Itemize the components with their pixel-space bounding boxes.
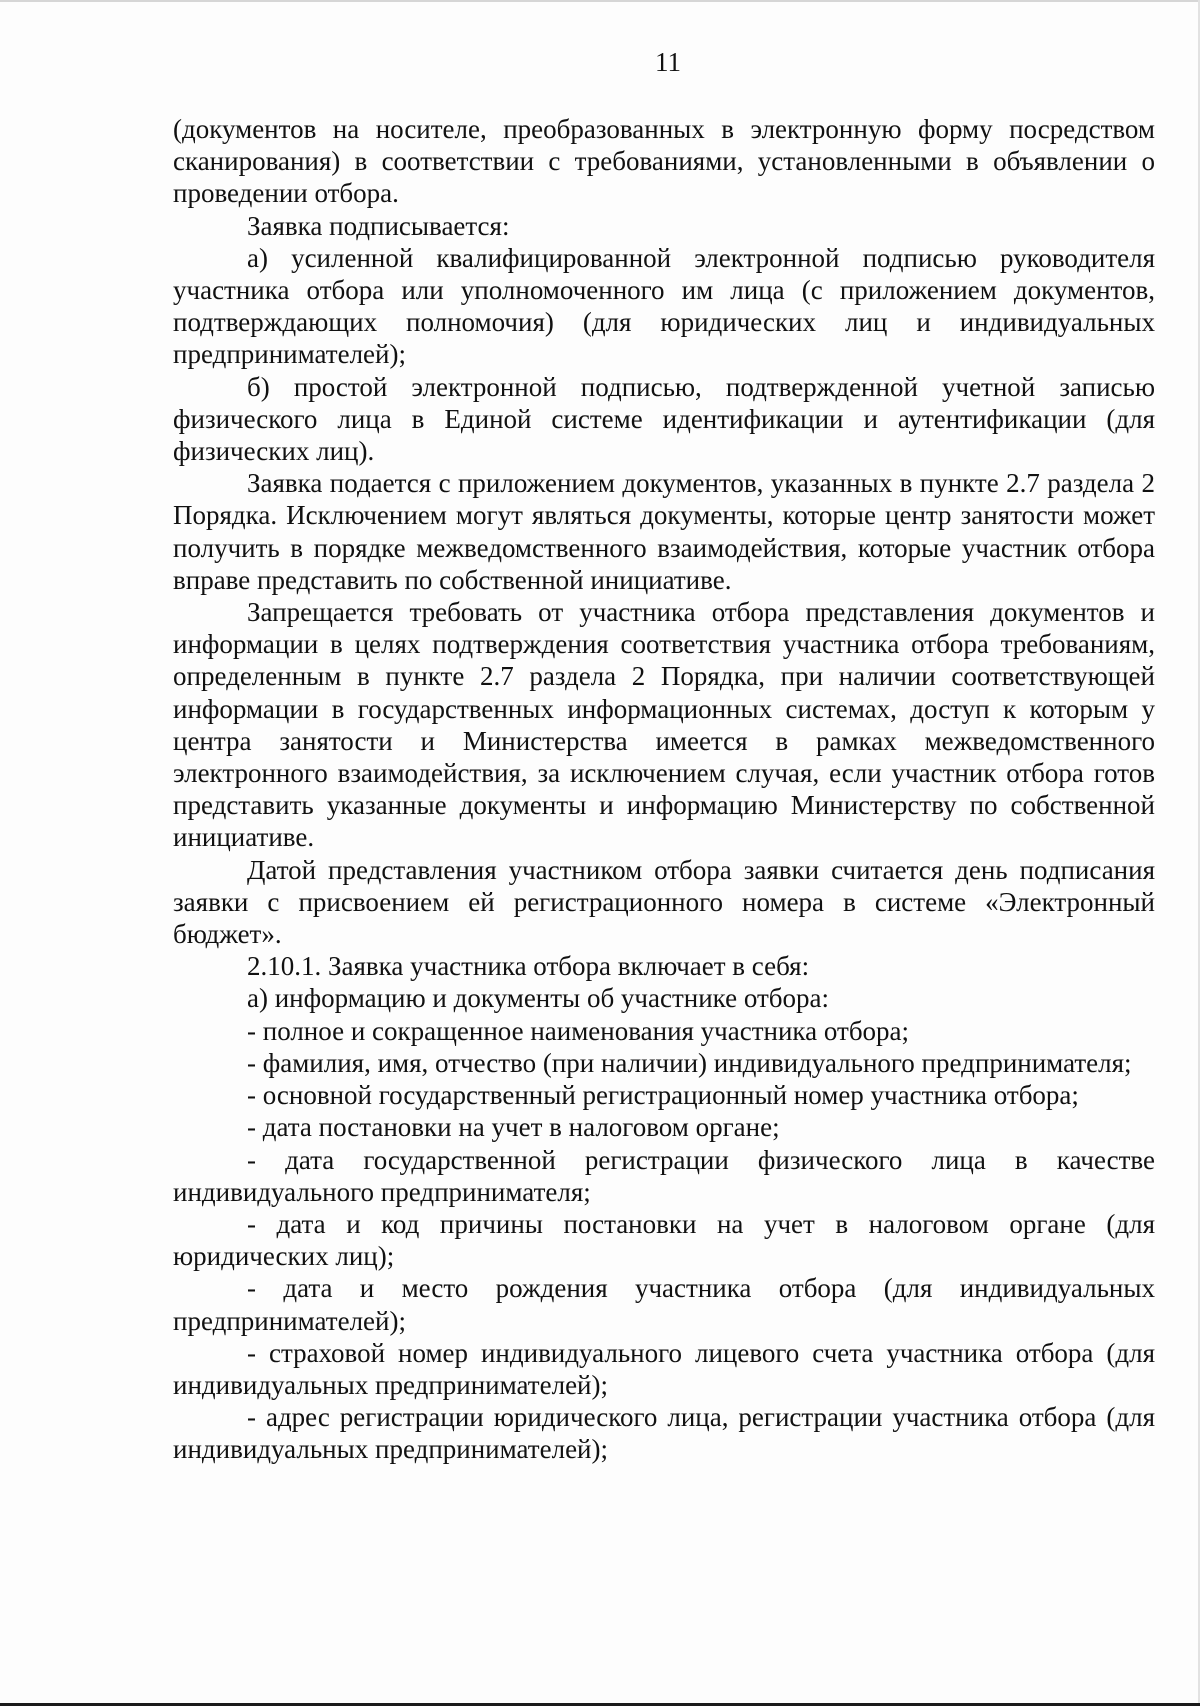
page-number: 11 <box>655 47 681 77</box>
paragraph-continuation: (документов на носителе, преобразованных в электронную форму посредством сканирования) в соответствии с требованиями, установленными в объявлении о проведении отбора. <box>173 114 1155 209</box>
list-item-state-registration-date: - дата государственной регистрации физического лица в качестве индивидуального предпринимателя; <box>173 1144 1155 1207</box>
paragraph-prohibition: Запрещается требовать от участника отбора представления документов и информации в целях подтверждения соответствия участника отбора требованиям, определенным в пункте 2.7 раздела 2 Порядка, при наличии соответствующей информации в государственных информационных системах, доступ к которым у центра занятости и Министерства имеется в рамках межведомственного электронного взаимодействия, за исключением случая, если участник отбора готов представить указанные документы и информацию Министерству по собственной инициативе. <box>173 597 1155 853</box>
paragraph-submission-date: Датой представления участником отбора заявки считается день подписания заявки с присвоением ей регистрационного номера в системе «Электронный бюджет». <box>173 854 1155 950</box>
list-item-fullname: - фамилия, имя, отчество (при наличии) индивидуального предпринимателя; <box>247 1047 1132 1078</box>
list-item-names: - полное и сокращенное наименования участника отбора; <box>247 1015 910 1046</box>
scan-edge-top <box>0 0 1200 2</box>
paragraph-signing-b: б) простой электронной подписью, подтвержденной учетной записью физического лица в Единой системе идентификации и аутентификации (для физических лиц). <box>173 371 1155 467</box>
paragraph-signing-a: а) усиленной квалифицированной электронной подписью руководителя участника отбора или уполномоченного им лица (с приложением документов, подтверждающих полномочия) (для юридических лиц и индивидуальных предпринимателей); <box>173 242 1155 370</box>
paragraph-clause-2-10-1: 2.10.1. Заявка участника отбора включает в себя: <box>247 951 810 982</box>
list-item-tax-registration-date: - дата постановки на учет в налоговом органе; <box>247 1112 780 1143</box>
paragraph-item-a: а) информацию и документы об участнике отбора: <box>247 983 830 1014</box>
list-item-snils: - страховой номер индивидуального лицевого счета участника отбора (для индивидуальных предпринимателей); <box>173 1337 1155 1400</box>
document-body <box>173 113 1155 1466</box>
list-item-birth: - дата и место рождения участника отбора (для индивидуальных предпринимателей); <box>173 1273 1155 1336</box>
list-item-tax-code: - дата и код причины постановки на учет в налоговом органе (для юридических лиц); <box>173 1208 1155 1272</box>
paragraph-application-docs: Заявка подается с приложением документов, указанных в пункте 2.7 раздела 2 Порядка. Исключением могут являться документы, которые центр занятости может получить в порядке межведомственного взаимодействия, которые участник отбора вправе представить по собственной инициативе. <box>173 468 1155 595</box>
list-item-ogrn: - основной государственный регистрационный номер участника отбора; <box>247 1080 1079 1111</box>
paragraph-signing-intro: Заявка подписывается: <box>247 210 510 241</box>
list-item-address: - адрес регистрации юридического лица, регистрации участника отбора (для индивидуальных предпринимателей); <box>173 1402 1155 1465</box>
